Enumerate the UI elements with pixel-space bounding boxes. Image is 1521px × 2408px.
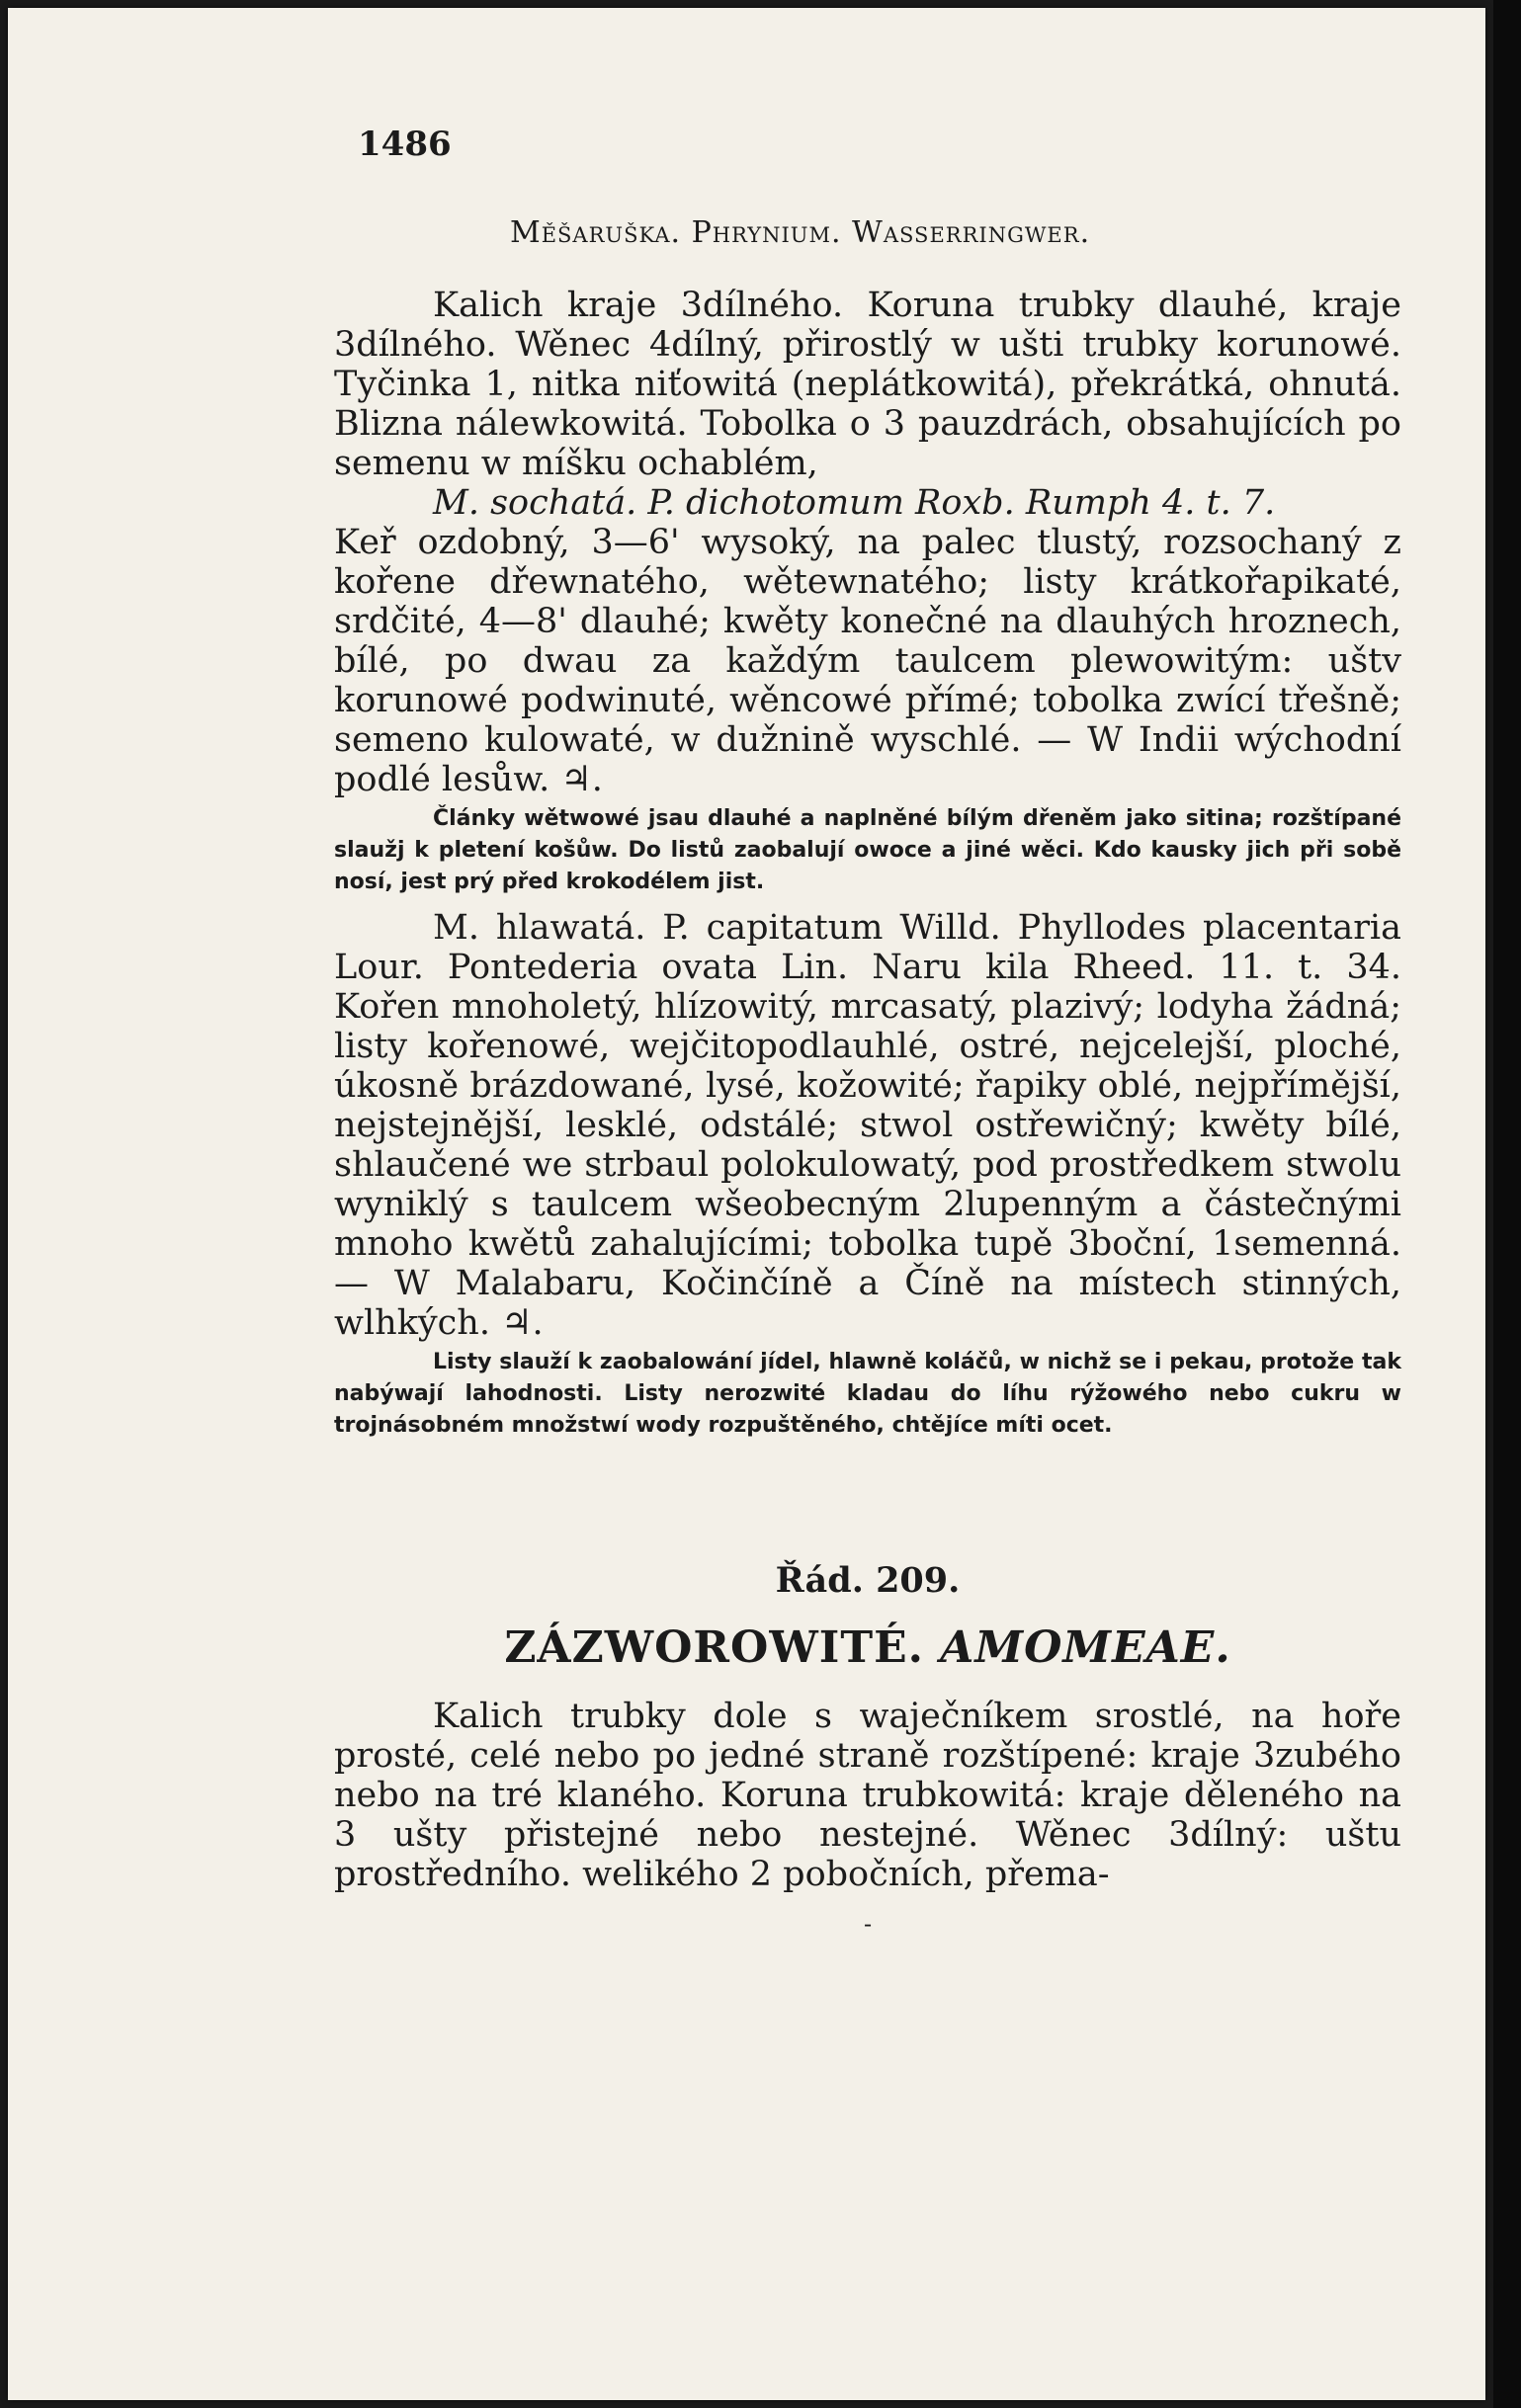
species1-note: Články wětwowé jsau dlauhé a naplněné bílým dřeněm jako sitina; rozštípané slaužj k pletení košůw. Do listů zaobalují owoce a jiné wěci. Kdo kausky jich při sobě nosí, jest prý před krokodélem jist. [334,806,1401,894]
species1-title: M. sochatá. P. dichotomum Roxb. Rumph 4. t. 7. [433,483,1276,523]
scanned-page [8,8,1485,2400]
species1-description: Keř ozdobný, 3—6' wysoký, na palec tlustý, rozsochaný z kořene dřewnatého, wětewnatého; listy krátkořapikaté, srdčité, 4—8' dlauhé; kwěty konečné na dlauhých hroznech, bílé, po dwau za každým taulcem plewowitým: uštv korunowé podwinuté, wěncowé přímé; tobolka zwící třešně; semeno kulowaté, w dužnině wyschlé. — W Indii wýchodní podlé lesůw. ♃. [334,523,1401,799]
page-content [334,125,1401,1938]
family-heading-latin: AMOMEAE. [940,1622,1231,1673]
species2-description: M. hlawatá. P. capitatum Willd. Phyllodes placentaria Lour. Pontederia ovata Lin. Naru kila Rheed. 11. t. 34. Kořen mnoholetý, hlízowitý, mrcasatý, plazivý; lodyha žádná; listy kořenowé, wejčitopodlauhlé, ostré, nejcelejší, ploché, úkosně brázdowané, lysé, kožowité; řapiky oblé, nejpřímější, nejstejnější, lesklé, odstálé; stwol ostřewičný; kwěty bílé, shlaučené we strbaul polokulowatý, pod prostředkem stwolu wyniklý s taulcem wšeobecným 2lupenným a částečnými mnoho kwětů zahalujícími; tobolka tupě 3boční, 1semenná. — W Malabaru, Kočinčíně a Číně na místech stinných, wlhkých. ♃. [334,908,1401,1343]
page-end-marker: - [863,1910,873,1938]
family-heading [334,1622,1401,1673]
family-description: Kalich trubky dole s waječníkem srostlé, na hoře prosté, celé nebo po jedné straně rozštípené: kraje 3zubého nebo na tré klaného. Koruna trubkowitá: kraje děleného na 3 ušty přistejné nebo nestejné. Wěnec 3dílný: uštu prostředního. welikého 2 pobočních, přema- [334,1697,1401,1894]
order-heading: Řád. 209. [775,1560,961,1601]
running-head: Měšaruška. Phrynium. Wasserringwer. [510,215,1091,250]
page-shadow-edge [1493,0,1521,2408]
section-gap [334,1452,1401,1560]
family-heading-czech: ZÁZWOROWITÉ. [504,1622,924,1673]
species2-note: Listy slauží k zaobalowání jídel, hlawně koláčů, w nichž se i pekau, protože tak nabýwají lahodnosti. Listy nerozwité kladau do líhu rýžowého nebo cukru w trojnásobném množstwí wody rozpuštěného, chtějíce míti ocet. [334,1350,1401,1438]
page-number: 1486 [358,125,452,164]
genus-description: Kalich kraje 3dílného. Koruna trubky dlauhé, kraje 3dílného. Wěnec 4dílný, přirostlý w ušti trubky korunowé. Tyčinka 1, nitka niťowitá (neplátkowitá), překrátká, ohnutá. Blizna nálewkowitá. Tobolka o 3 pauzdrách, obsahujících po semenu w míšku ochablém, [334,286,1401,483]
